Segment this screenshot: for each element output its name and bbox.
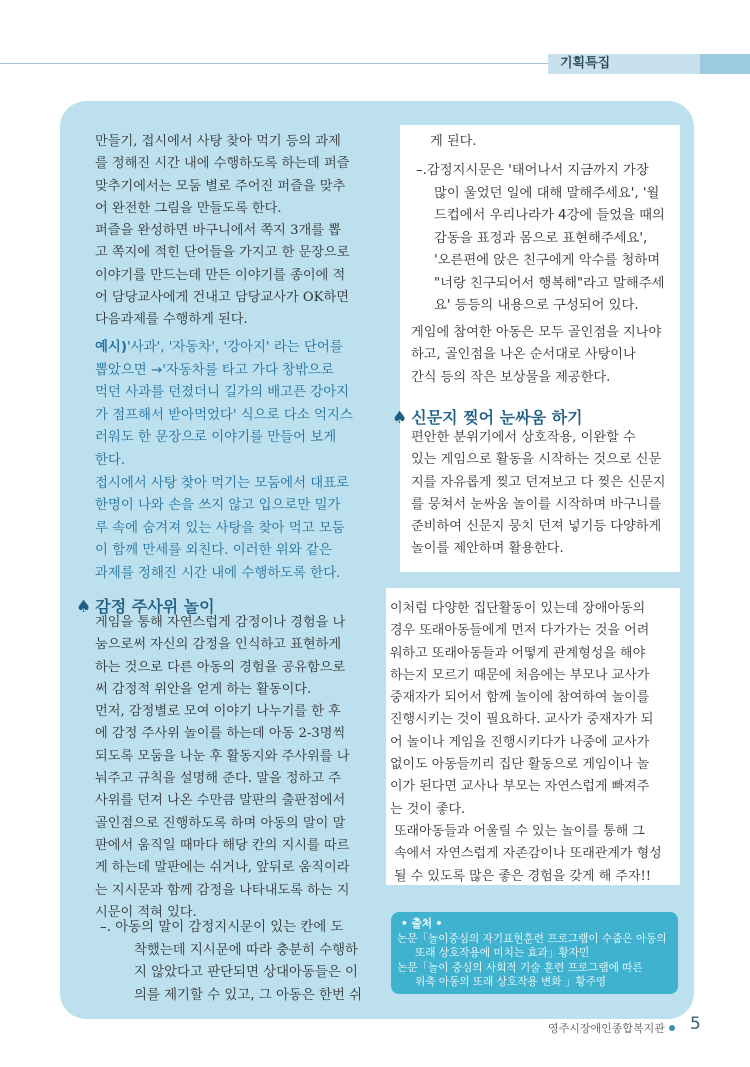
text-line: "너랑 친구되어서 행복해"라고 말해주세 [434,275,665,291]
text-line: 지 않았다고 판단되면 상대아동들은 이 [134,965,358,981]
text-line: 착했는데 지시문에 따라 충분히 수행하 [134,942,358,958]
text-line: 위축 아동의 또래 상호작용 변화 」황주영 [415,976,607,989]
text-line: 퍼즐을 완성하면 바구니에서 쪽지 3개를 뽑 [95,223,341,239]
text-line: 는 것이 좋다. [390,801,466,817]
left-column [95,131,367,332]
text-line: 눠주고 규칙을 설명해 준다. 말을 정하고 주 [95,771,341,787]
text-line: '오른편에 앉은 친구에게 악수를 청하며 [434,253,661,268]
text-line: 루 속에 숨겨져 있는 사탕을 찾아 먹고 모둠 [95,520,345,536]
text-line: 간식 등의 작은 보상물을 제공한다. [411,369,611,385]
source-label: • 출처 • [401,918,443,930]
text-line: 지를 자유롭게 찢고 던져보고 다 찢은 신문지 [411,474,666,490]
text-line: 될 수 있도록 많은 좋은 경험을 갖게 해 주자!! [394,868,651,884]
bullet-text [100,917,370,1007]
text-line: 진행시키는 것이 필요하다. 교사가 중재자가 되 [390,712,654,728]
text-line: –.감정지시문은 '태어나서 지금까지 가장 [416,163,649,178]
text-line: 먼저, 감정별로 모여 이야기 나누기를 한 후 [95,704,341,720]
text-line: 하는지 모르기 때문에 처음에는 부모나 교사가 [390,667,650,683]
text-line: 드컵에서 우리나라가 4강에 들었을 때의 [434,208,665,223]
right-cont [430,131,675,153]
instruction-bullet-text [416,160,676,318]
paragraph-puzzle [95,220,367,331]
goal-paragraph [411,322,676,389]
emotion-dice-bullet [100,917,370,1007]
text-line: –. 아동의 말이 감정지시문이 있는 칸에 도 [100,920,344,935]
text-line: 워하고 또래아동들과 어떻게 관계형성을 해야 [390,645,646,661]
text-line: 고 쪽지에 적힌 단어들을 가지고 한 문장으로 [95,245,350,261]
text-line: 속에서 자연스럽게 자존감이나 또래관계가 형성 [394,846,662,862]
text-line: 과제를 정해진 시간 내에 수행하도록 한다. [95,565,341,581]
bullet-dot-icon [669,1025,675,1031]
section-newspaper-title: ♠ 신문지 찢어 눈싸움 하기 [392,408,583,428]
text-line: 만들기, 접시에서 사탕 찾아 먹기 등의 과제 [95,134,341,149]
page-number: 5 [690,1014,701,1034]
text-line: 게임에 참여한 아동은 모두 골인점을 지나야 [411,325,662,340]
instruction-bullet [416,160,676,318]
emotion-dice-text [95,612,367,924]
newspaper-body [411,427,676,561]
text-line: 준비하여 신문지 뭉치 던져 넣기등 다양하게 [411,519,662,535]
text-line: 이야기를 만드는데 만든 이야기를 종이에 적 [95,267,346,283]
text-line: 이 함께 만세를 외친다. 이러한 위와 같은 [95,543,332,559]
text-line: 판에서 움직일 때마다 해당 칸의 지시를 따르 [95,837,350,853]
text-line: 있는 게임으로 활동을 시작하는 것으로 신문 [411,452,662,468]
emotion-dice-intro [95,612,367,701]
text-line: 써 감정적 위안을 얻게 하는 활동이다. [95,681,312,697]
text-line: 시문이 적혀 있다. [95,904,197,920]
paragraph-tasks [95,131,367,220]
text-line: 어 담당교사에게 건내고 담당교사가 OK하면 [95,290,349,306]
text-line: 예시)'사과', '자동차', '강아지' 라는 단어를 [95,340,343,355]
conclusion-paragraph-1 [390,598,675,821]
spade-icon: ♠ [76,597,92,617]
text-line: 편안한 분위기에서 상호작용, 이완할 수 [411,430,636,445]
text-line: 는 지시문과 함께 감정을 나타내도록 하는 지 [95,882,350,898]
text-line: 한다. [95,452,126,468]
source-references [397,932,672,990]
text-line: 논문「놀이 중심의 사회적 기술 훈련 프로그램에 따른 [397,961,643,974]
text-line: 게 하는데 말판에는 쉬거나, 앞뒤로 움직이라 [95,860,350,876]
section-emotion-dice-title: ♠ 감정 주사위 놀이 [76,597,215,617]
footer-org: 영주시장애인종합복지관 [548,1020,679,1036]
text-line: 먹던 사과를 던졌더니 길가의 배고픈 강아지 [95,385,350,401]
newspaper-text [411,427,676,561]
section-label: 기획특집 [560,56,611,71]
text-line: 한명이 나와 손을 쓰지 않고 입으로만 밀가 [95,498,341,514]
text-line: 하는 것으로 다른 아동의 경험을 공유함으로 [95,659,346,675]
header-tab-accent [700,54,750,74]
example-label: 예시) [95,340,127,355]
text-line: 게임을 통해 자연스럽게 감정이나 경험을 나 [95,615,346,630]
example-block [95,337,367,586]
text-line: 다음과제를 수행하게 된다. [95,312,248,328]
spade-icon: ♠ [392,408,408,428]
text-line: 하고, 골인점을 나온 순서대로 사탕이나 [411,347,636,363]
text-line: 맞추기에서는 모둠 별로 주어진 퍼즐을 맞추 [95,178,346,194]
conclusion-block [390,598,675,888]
text-line: 의를 제기할 수 있고, 그 아동은 한번 쉬 [134,987,363,1003]
text-line: 어 완전한 그림을 만들도록 한다. [95,200,282,216]
text-line: 많이 울었던 일에 대해 말해주세요', '월 [434,185,660,201]
text-line: 경우 또래아동들에게 먼저 다가가는 것을 어려 [390,623,650,639]
source-box [391,912,678,994]
text-line: 를 정해진 시간 내에 수행하도록 하는데 퍼즐 [95,156,350,172]
conclusion-paragraph-2 [390,821,675,888]
continuation-text: 게 된다. [430,134,477,149]
text-line: 중재자가 되어서 함께 놀이에 참여하여 놀이를 [390,690,650,706]
text-line: 어 놀이나 게임을 진행시키다가 나중에 교사가 [390,734,650,750]
text-line: 감동을 표정과 몸으로 표현해주세요', [434,230,648,246]
text-line: 없이도 아동들끼리 집단 활동으로 게임이나 놀 [390,757,650,773]
text-line: 눔으로써 자신의 감정을 인식하고 표현하게 [95,637,342,653]
text-line: 사위를 던져 나온 수만큼 말판의 출판점에서 [95,793,346,809]
text-line: 또래아동들과 어울릴 수 있는 놀이를 통해 그 [394,823,645,839]
text-line: 뽑았으면 →'자동차를 타고 가다 창밖으로 [95,362,334,378]
text-line: 골인점으로 진행하도록 하며 아동의 말이 말 [95,815,346,831]
text-line: 놀이를 제안하며 활용한다. [411,541,564,557]
text-line: 접시에서 사탕 찾아 먹기는 모둠에서 대표로 [95,475,350,491]
text-line: 요' 등등의 내용으로 구성되어 있다. [434,298,639,313]
header-rule [0,63,548,64]
text-line: 이처럼 다양한 집단활동이 있는데 장애아동의 [390,601,646,616]
text-line: 논문「놀이중심의 자기표현훈련 프로그램이 수줍은 아동의 [397,932,667,945]
text-line: 되도록 모둠을 나눈 후 활동지와 주사위를 나 [95,748,350,764]
text-line: 이가 된다면 교사나 부모는 자연스럽게 빠져주 [390,779,650,795]
example-text [95,337,367,473]
text-line: 를 뭉쳐서 눈싸움 놀이를 시작하며 바구니를 [411,496,662,512]
text-line: 에 감정 주사위 놀이를 하는데 아동 2-3명씩 [95,726,346,742]
emotion-dice-rules [95,701,367,924]
goal-text [411,322,676,389]
text-line: 러워도 한 문장으로 이야기를 만들어 보게 [95,430,337,446]
candy-game-text [95,473,367,586]
text-line: 가 점프해서 받아먹었다' 식으로 다소 억지스 [95,407,353,423]
text-line: 또래 상호작용에 미치는 효과」황자민 [415,947,590,960]
